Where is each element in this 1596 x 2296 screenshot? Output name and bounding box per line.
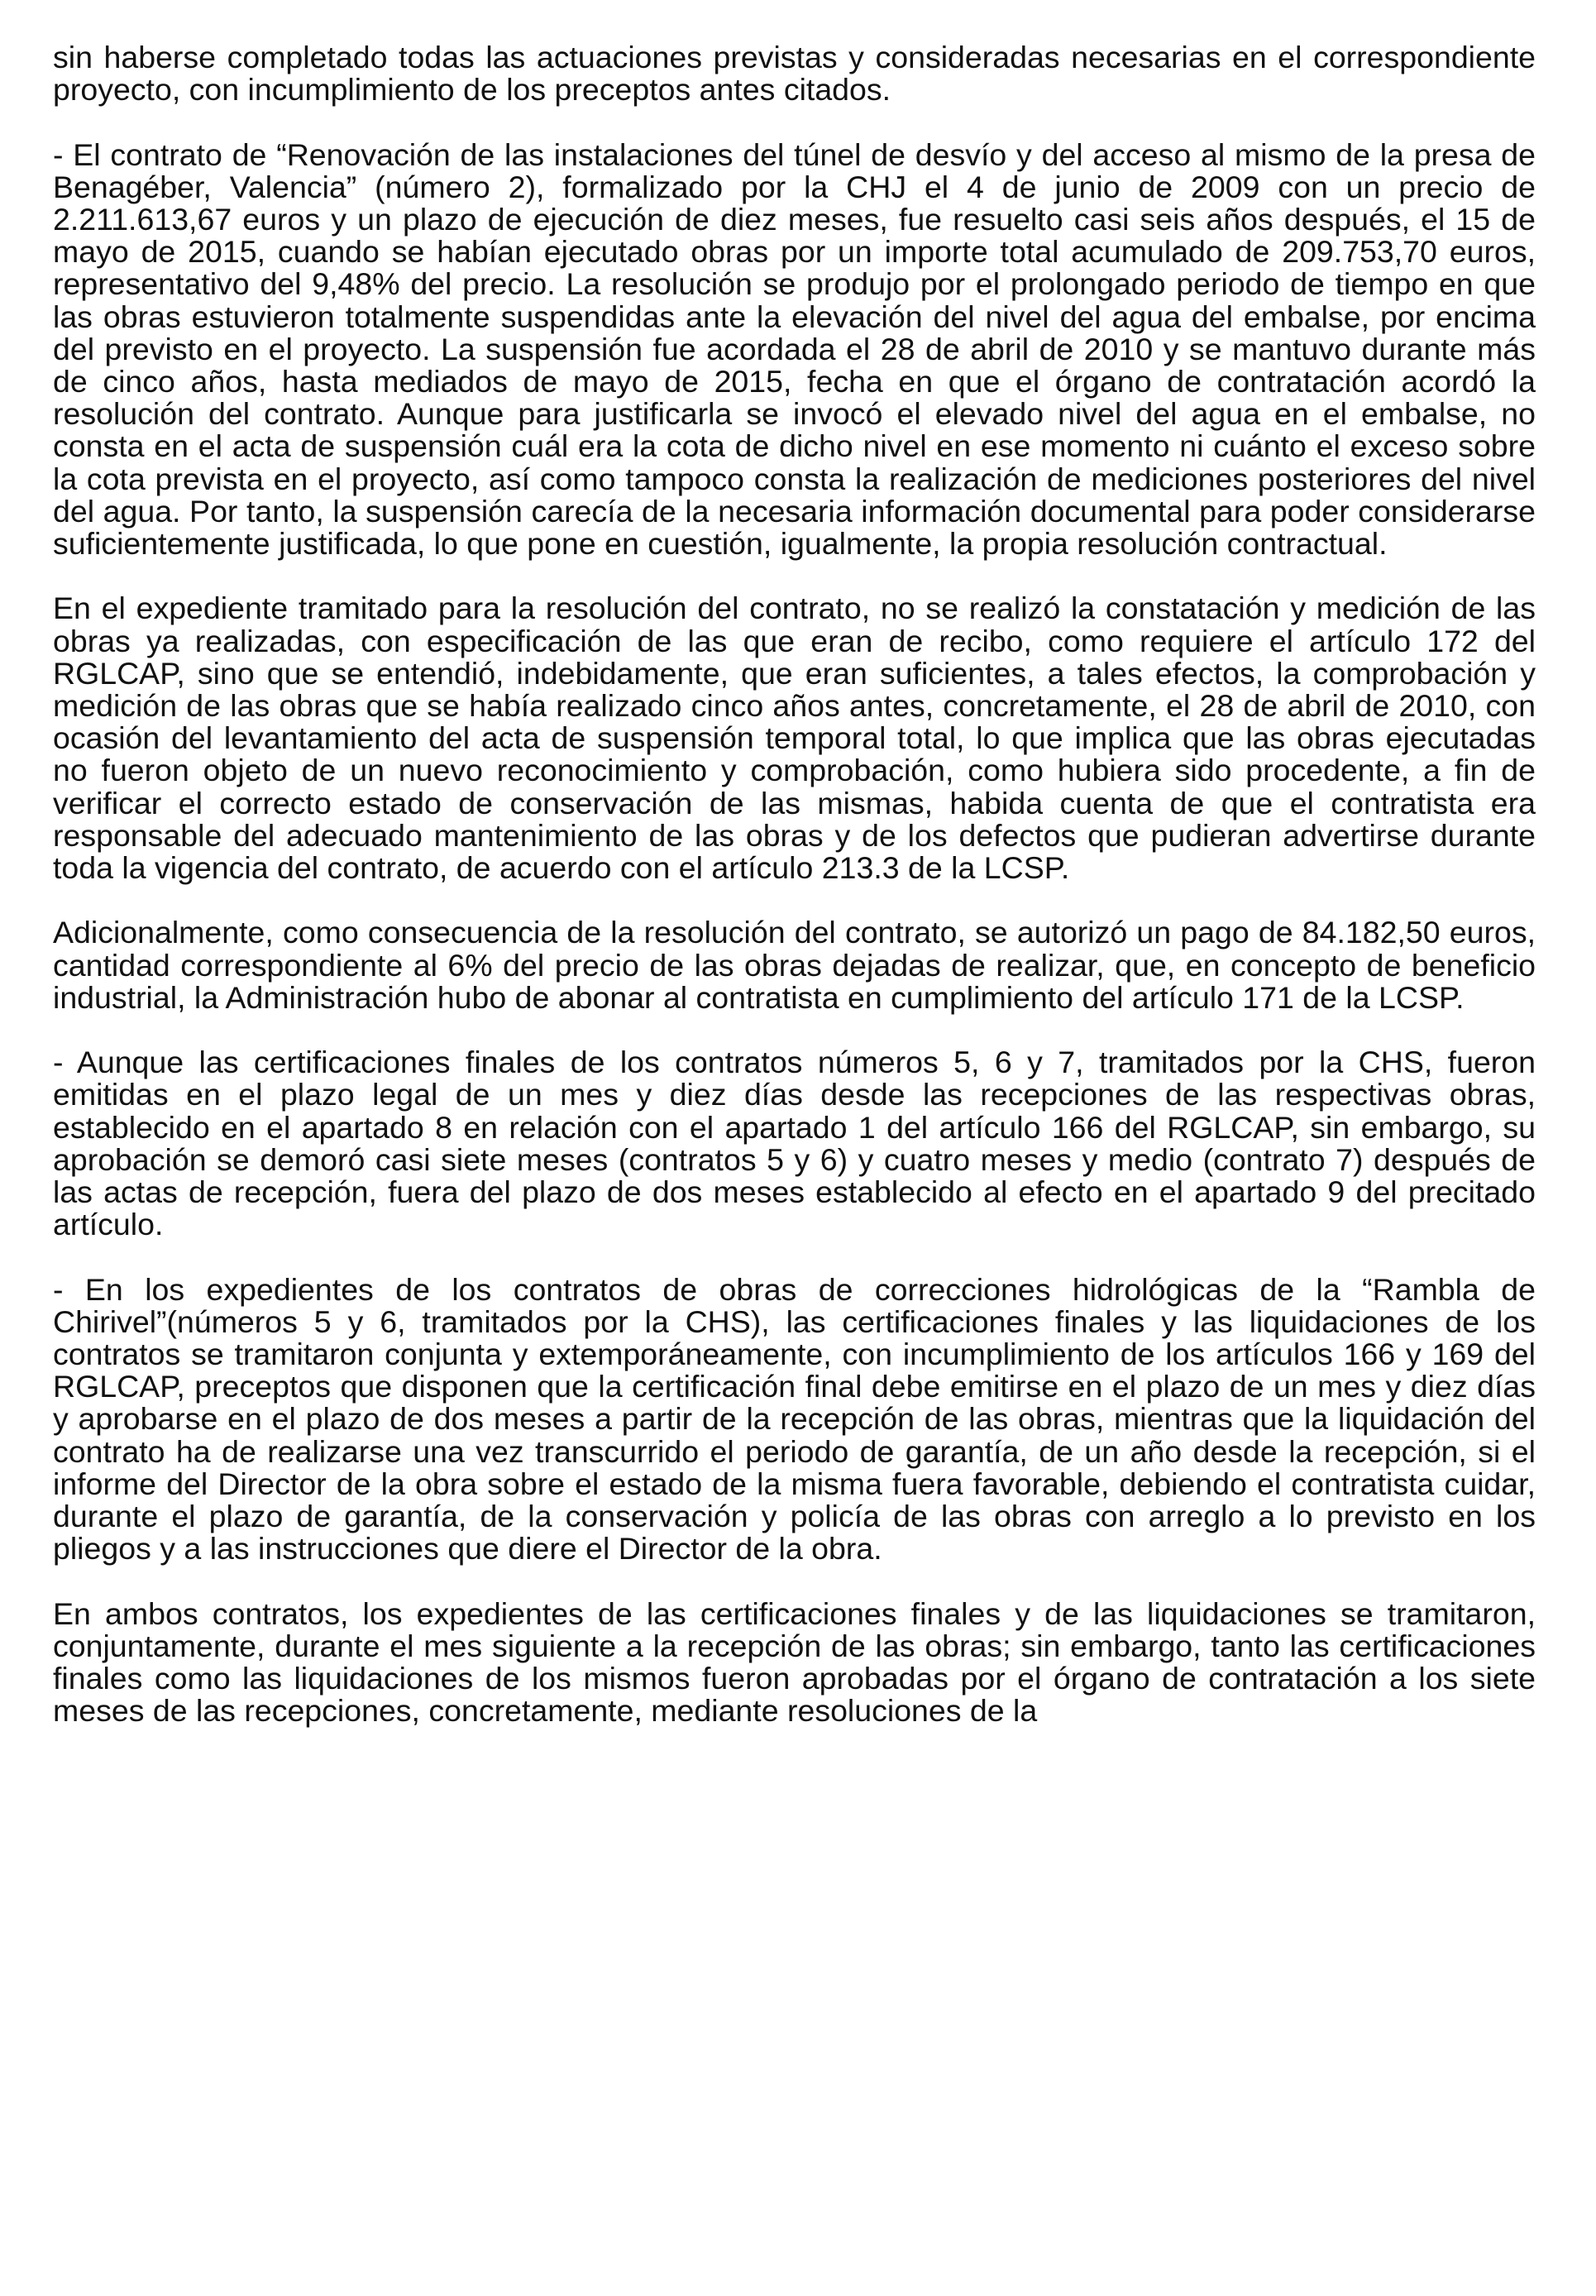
paragraph-4: Adicionalmente, como consecuencia de la resolución del contrato, se autorizó un pago de 84.182,50 euros, cantidad correspondiente al 6% del precio de las obras dejadas de realizar, que, en concepto de beneficio industrial, la Administración hubo de abonar al contratista en cumplimiento del artículo 171 de la LCSP. [53, 915, 1536, 1015]
paragraph-7: En ambos contratos, los expedientes de las certificaciones finales y de las liquidaciones se tramitaron, conjuntamente, durante el mes siguiente a la recepción de las obras; sin embargo, tanto las certificaciones finales como las liquidaciones de los mismos fueron aprobadas por el órgano de contratación a los siete meses de las recepciones, concretamente, mediante resoluciones de la [53, 1595, 1536, 1729]
paragraph-6: - En los expedientes de los contratos de obras de correcciones hidrológicas de la “Rambla de Chirivel”(números 5 y 6, tramitados por la CHS), las certificaciones finales y las liquidaciones de los contratos se tramitaron conjunta y extemporáneamente, con incumplimiento de los artículos 166 y 169 del RGLCAP, preceptos que disponen que la certificación final debe emitirse en el plazo de un mes y diez días y aprobarse en el plazo de dos meses a partir de la recepción de las obras, mientras que la liquidación del contrato ha de realizarse una vez transcurrido el periodo de garantía, de un año desde la recepción, si el informe del Director de la obra sobre el estado de la misma fuera favorable, debiendo el contratista cuidar, durante el plazo de garantía, de la conservación y policía de las obras con arreglo a lo previsto en los pliegos y a las instrucciones que diere el Director de la obra. [53, 1271, 1536, 1567]
document-page [53, 41, 1536, 1760]
paragraph-1: sin haberse completado todas las actuaciones previstas y consideradas necesarias en el correspondiente proyecto, con incumplimiento de los preceptos antes citados. [53, 40, 1536, 108]
paragraph-3: En el expediente tramitado para la resolución del contrato, no se realizó la constatación y medición de las obras ya realizadas, con especificación de las que eran de recibo, como requiere el artículo 172 del RGLCAP, sino que se entendió, indebidamente, que eran suficientes, a tales efectos, la comprobación y medición de las obras que se había realizado cinco años antes, concretamente, el 28 de abril de 2010, con ocasión del levantamiento del acta de suspensión temporal total, lo que implica que las obras ejecutadas no fueron objeto de un nuevo reconocimiento y comprobación, como hubiera sido procedente, a fin de verificar el correcto estado de conservación de las mismas, habida cuenta de que el contratista era responsable del adecuado mantenimiento de las obras y de los defectos que pudieran advertirse durante toda la vigencia del contrato, de acuerdo con el artículo 213.3 de la LCSP. [53, 591, 1536, 886]
paragraph-2: - El contrato de “Renovación de las instalaciones del túnel de desvío y del acceso al mismo de la presa de Benagéber, Valencia” (número 2), formalizado por la CHJ el 4 de junio de 2009 con un precio de 2.211.613,67 euros y un plazo de ejecución de diez meses, fue resuelto casi seis años después, el 15 de mayo de 2015, cuando se habían ejecutado obras por un importe total acumulado de 209.753,70 euros, representativo del 9,48% del precio. La resolución se produjo por el prolongado periodo de tiempo en que las obras estuvieron totalmente suspendidas ante la elevación del nivel del agua del embalse, por encima del previsto en el proyecto. La suspensión fue acordada el 28 de abril de 2010 y se mantuvo durante más de cinco años, hasta mediados de mayo de 2015, fecha en que el órgano de contratación acordó la resolución del contrato. Aunque para justificarla se invocó el elevado nivel del agua en el embalse, no consta en el acta de suspensión cuál era la cota de dicho nivel en ese momento ni cuánto el exceso sobre la cota prevista en el proyecto, así como tampoco consta la realización de mediciones posteriores del nivel del agua. Por tanto, la suspensión carecía de la necesaria información documental para poder considerarse suficientemente justificada, lo que pone en cuestión, igualmente, la propia resolución contractual. [53, 136, 1536, 562]
paragraph-5: - Aunque las certificaciones finales de los contratos números 5, 6 y 7, tramitados por la CHS, fueron emitidas en el plazo legal de un mes y diez días desde las recepciones de las respectivas obras, establecido en el apartado 8 en relación con el apartado 1 del artículo 166 del RGLCAP, sin embargo, su aprobación se demoró casi siete meses (contratos 5 y 6) y cuatro meses y medio (contrato 7) después de las actas de recepción, fuera del plazo de dos meses establecido al efecto en el apartado 9 del precitado artículo. [53, 1045, 1536, 1242]
